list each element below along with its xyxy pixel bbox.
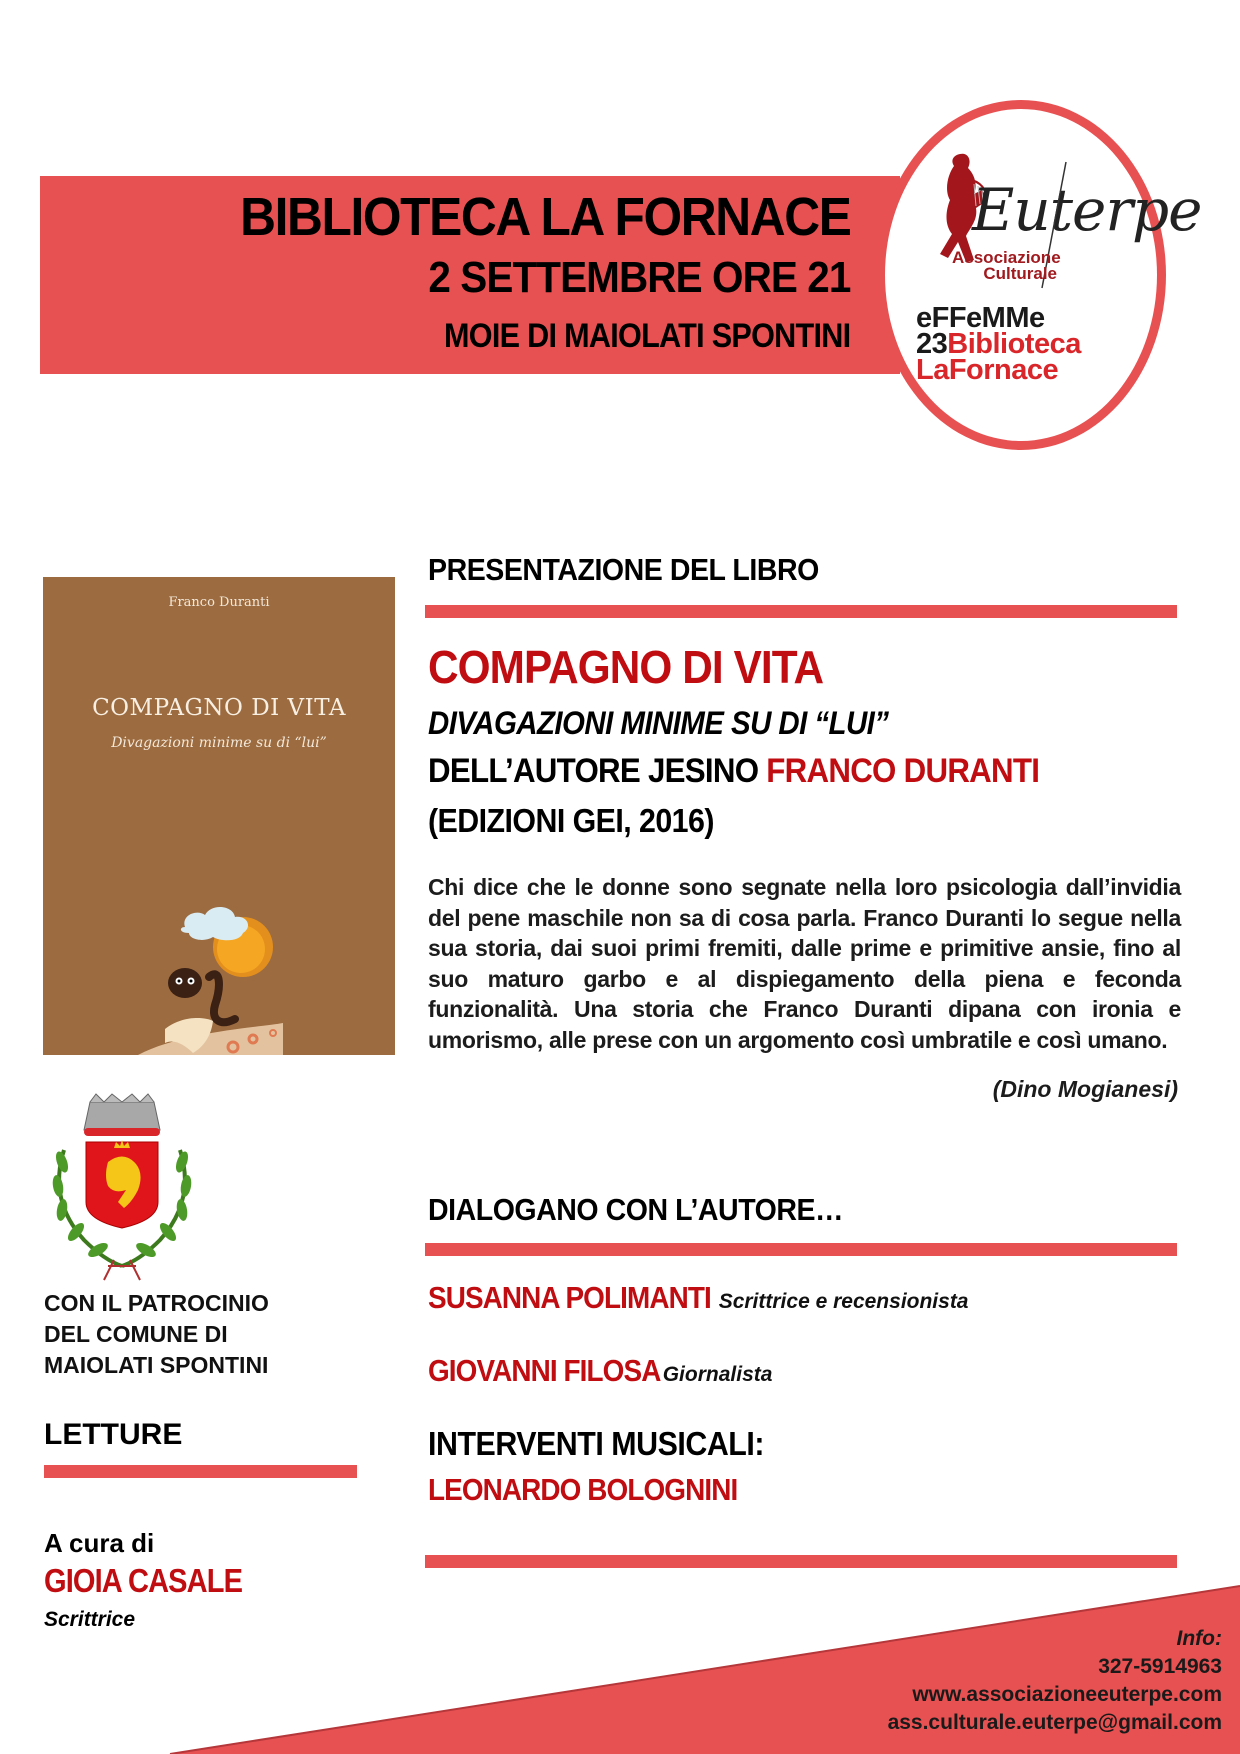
book-author-line: DELL’AUTORE JESINO FRANCO DURANTI	[428, 752, 1040, 790]
sponsor-text: CON IL PATROCINIO DEL COMUNE DI MAIOLATI SPONTINI	[44, 1290, 269, 1378]
divider	[44, 1465, 357, 1478]
venue-title: BIBLIOTECA LA FORNACE	[239, 187, 850, 247]
book-blurb: Chi dice che le donne sono segnate nella loro psicologia dall’invidia del pene maschile non sa di cosa parla. Franco Duranti lo segue nella sua storia, dai suoi primi fremiti, dalle prime e primitive ansie, fino al suo maturo garbo e al dispiegamento della piena e feconda funzionalità. Una storia che Franco Duranti dipana con ironia e umorismo, alle prese con un argomento così umbratile e così umano.	[428, 874, 1181, 1053]
cover-illustration	[43, 897, 395, 1055]
email-link[interactable]: ass.culturale.euterpe@gmail.com	[887, 1711, 1222, 1734]
speaker-role: Giornalista	[662, 1363, 773, 1386]
book-cover	[43, 577, 395, 1055]
association-label: Associazione Culturale	[952, 248, 1061, 283]
euterpe-logo	[930, 150, 1202, 290]
book-subtitle: DIVAGAZIONI MINIME SU DI “LUI”	[428, 705, 889, 741]
book-title: COMPAGNO DI VITA	[428, 641, 824, 693]
municipal-crest-icon	[44, 1090, 200, 1285]
reader-name: GIOIA CASALE	[44, 1562, 243, 1599]
music-heading: INTERVENTI MUSICALI:	[428, 1425, 765, 1462]
book-edition: (EDIZIONI GEI, 2016)	[428, 802, 714, 839]
reader-role: Scrittrice	[44, 1608, 136, 1631]
musician-name: LEONARDO BOLOGNINI	[428, 1472, 738, 1507]
divider	[425, 1555, 1177, 1568]
presentation-heading: PRESENTAZIONE DEL LIBRO	[428, 552, 819, 587]
dialogue-heading: DIALOGANO CON L’AUTORE…	[428, 1192, 844, 1227]
speaker-name: GIOVANNI FILOSA	[428, 1353, 661, 1388]
speaker-item	[428, 1353, 772, 1389]
cloud-icon	[181, 907, 248, 940]
event-place: MOIE DI MAIOLATI SPONTINI	[443, 317, 850, 355]
speaker-role: Scrittrice e recensionista	[718, 1290, 969, 1313]
header-text	[187, 186, 850, 364]
event-date: 2 SETTEMBRE ORE 21	[427, 253, 850, 302]
website-link[interactable]: www.associazioneeuterpe.com	[912, 1683, 1222, 1706]
worm-icon	[209, 974, 235, 1022]
info-label: Info:	[1176, 1627, 1222, 1650]
musician	[428, 1472, 772, 1508]
divider	[425, 605, 1177, 618]
euterpe-brand-text: Euterpe	[972, 176, 1202, 244]
divider	[425, 1243, 1177, 1256]
phone-number[interactable]: 327-5914963	[1098, 1655, 1222, 1678]
speaker-item	[428, 1280, 969, 1316]
speaker-name: SUSANNA POLIMANTI	[428, 1280, 711, 1315]
curated-by-label: A cura di	[44, 1528, 155, 1558]
contact-info	[888, 1625, 1222, 1737]
cover-author: Franco Duranti	[168, 595, 270, 610]
readings-heading: LETTURE	[44, 1418, 183, 1451]
quote-author: (Dino Mogianesi)	[992, 1076, 1178, 1102]
author-name: FRANCO DURANTI	[766, 752, 1040, 790]
cover-subtitle: Divagazioni minime su di “lui”	[111, 735, 327, 751]
partner-logo: eFFeMMe 23Biblioteca LaFornace	[916, 302, 1081, 386]
cover-title: COMPAGNO DI VITA	[92, 695, 346, 721]
